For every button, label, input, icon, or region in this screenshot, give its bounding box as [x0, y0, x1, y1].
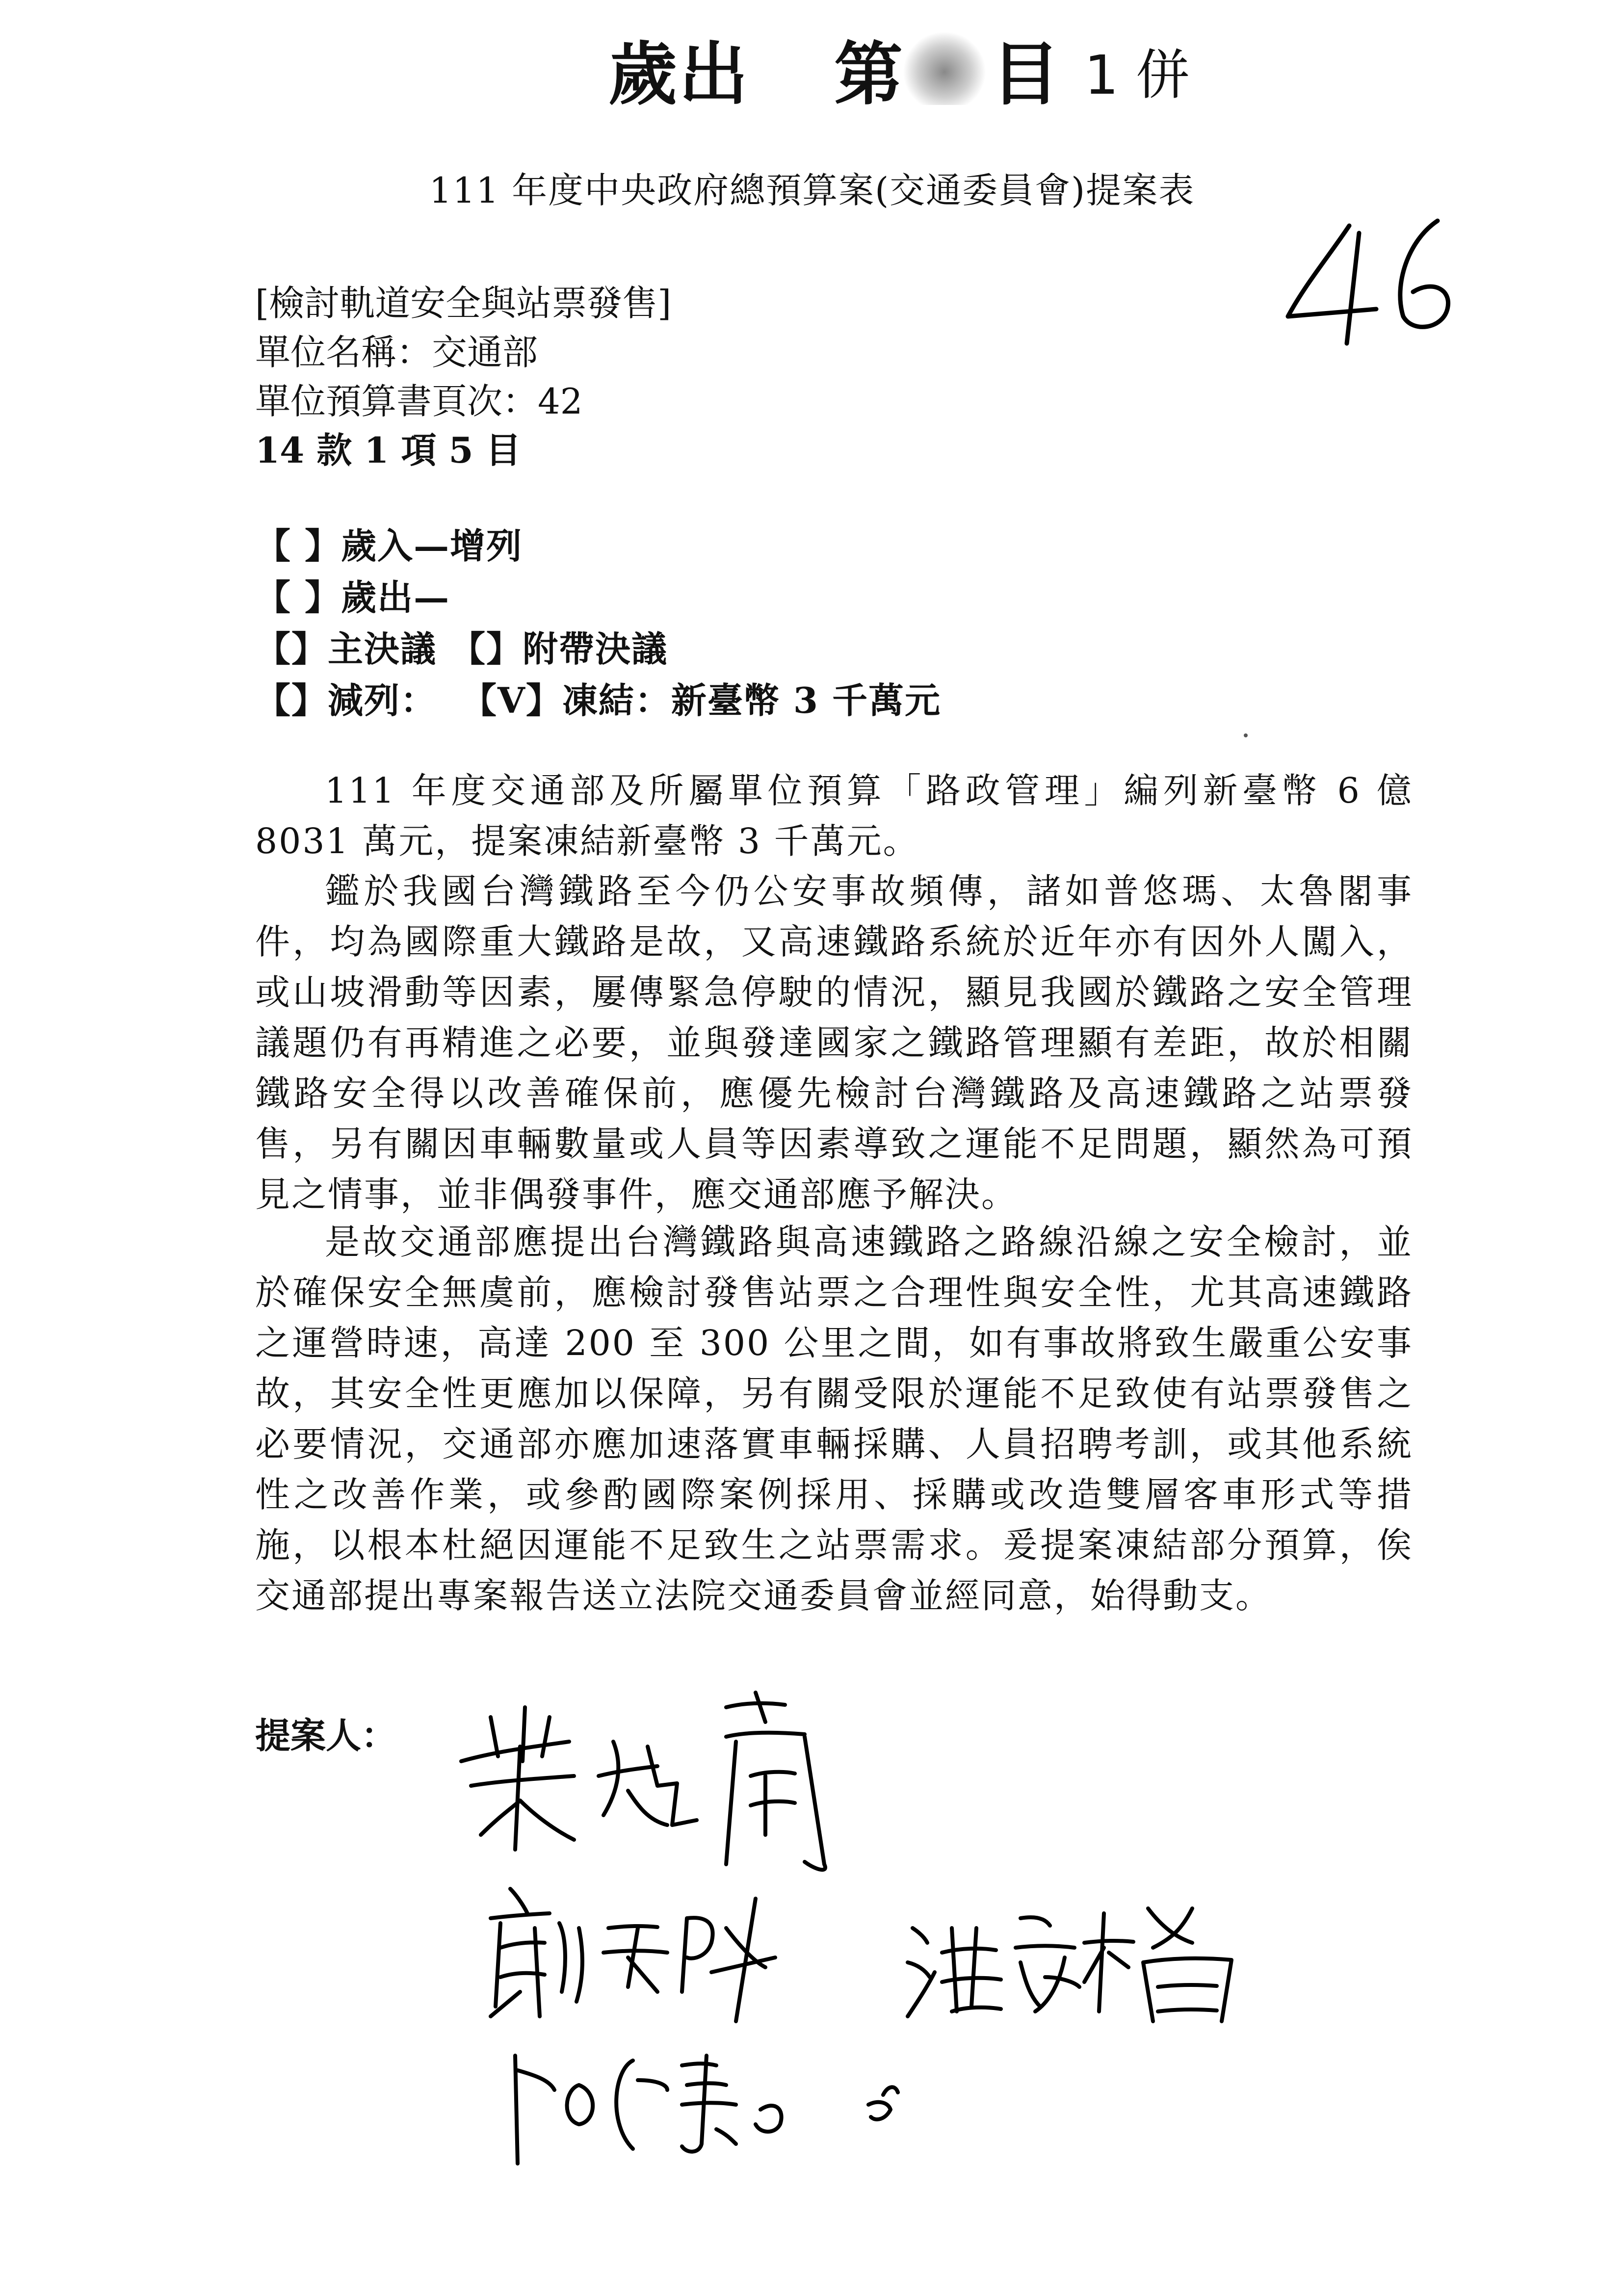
- option-freeze: 【V】凍結：新臺幣 3 千萬元: [461, 679, 942, 721]
- proposal-subject: [檢討軌道安全與站票發售]: [255, 283, 672, 324]
- unit-name: 單位名稱：交通部: [255, 332, 538, 373]
- signature-2: [481, 1879, 785, 2026]
- stamp-section-prefix: 第: [834, 34, 903, 115]
- body-paragraph-3: 是故交通部應提出台灣鐵路與高速鐵路之路線沿線之安全檢討，並於確保安全無虞前，應檢討發售站票之合理性與安全性，尤其高速鐵路之運營時速，高達 200 至 300 公里之間，如有事故將致生嚴重公安事故，其安全性更應加以保障，另有關受限於運能不足致使有站票發售之必要情況，交通部亦應加速落實車輛採購、人員招聘考訓，或其他系統性之改善作業，或參酌國際案例採用、採購或改造雙層客車形式等措施，以根本杜絕因運能不足致生之站票需求。爰提案凍結部分預算，俟交通部提出專案報告送立法院交通委員會並經同意，始得動支。: [255, 1222, 1413, 1616]
- signature-1: [451, 1688, 854, 1884]
- stamp-annotation: 1 併: [1084, 44, 1190, 106]
- option-expenditure: 【 】歲出—: [255, 576, 450, 618]
- body-paragraph-2: 鑑於我國台灣鐵路至今仍公安事故頻傳，諸如普悠瑪、太魯閣事件，均為國際重大鐵路是故，又高速鐵路系統於近年亦有因外人闖入，或山坡滑動等因素，屢傳緊急停駛的情況，顯見我國於鐵路之安全管理議題仍有再精進之必要，並與發達國家之鐵路管理顯有差距，故於相關鐵路安全得以改善確保前，應優先檢討台灣鐵路及高速鐵路之站票發售，另有關因車輛數量或人員等因素導致之運能不足問題，顯然為可預見之情事，並非偶發事件，應交通部應予解決。: [255, 871, 1413, 1215]
- stamp-section-suffix: 目: [991, 34, 1060, 115]
- option-reduction: 【】減列：: [255, 679, 437, 721]
- proposer-label: 提案人：: [255, 1715, 397, 1756]
- stamp-handwritten-number: [903, 31, 986, 105]
- signature-4: [505, 2036, 908, 2173]
- stamp-category: 歲出: [608, 34, 750, 115]
- budget-page: 單位預算書頁次：42: [255, 381, 583, 422]
- document-title: 111 年度中央政府總預算案(交通委員會)提案表: [429, 170, 1195, 211]
- signature-3: [898, 1899, 1251, 2026]
- option-resolution: 【】主決議 【】附帶決議: [255, 628, 668, 670]
- scan-speck: [1244, 733, 1248, 737]
- body-paragraph-1: 111 年度交通部及所屬單位預算「路政管理」編列新臺幣 6 億 8031 萬元，提案凍結新臺幣 3 千萬元。: [255, 770, 1413, 861]
- option-revenue: 【 】歲入—增列: [255, 525, 523, 567]
- handwritten-doc-number: [1276, 211, 1472, 358]
- budget-item: 14 款 1 項 5 目: [255, 429, 521, 471]
